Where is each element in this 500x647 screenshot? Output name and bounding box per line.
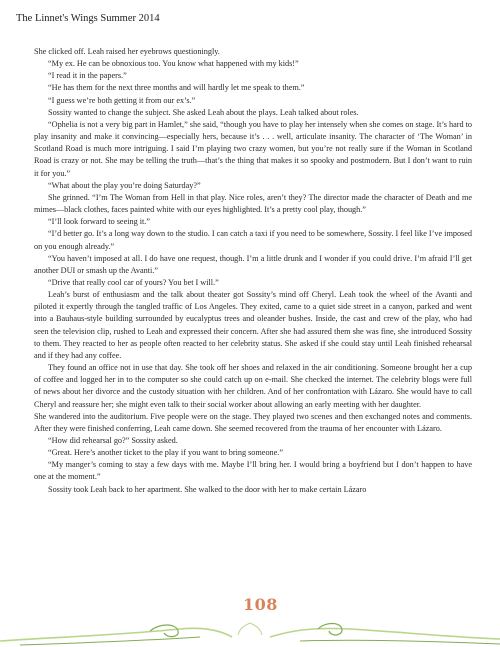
paragraph: “My ex. He can be obnoxious too. You know what happened with my kids!” <box>48 59 299 69</box>
leaf-sprig <box>238 623 262 635</box>
paragraph: “I guess we’re both getting it from our ex’s.” <box>48 95 196 105</box>
paragraph: “He has them for the next three months and will hardly let me speak to them.” <box>48 83 305 93</box>
page-number: 108 <box>243 595 278 614</box>
swirl-vine-left <box>0 628 232 641</box>
paragraph: She grinned. “I’m The Woman from Hell in that play. Nice roles, aren’t they? The director made the character of Death and me mimes—black clothes, faces painted white with our eyes highlighted. It’s a pretty cool play, though.” <box>34 192 472 215</box>
paragraph: “What about the play you’re doing Saturday?” <box>48 180 201 190</box>
paragraph: “Drive that really cool car of yours? You bet I will.” <box>48 277 219 287</box>
story-body <box>34 46 472 496</box>
paragraph: “You haven’t imposed at all. I do have one request, though. I’m a little drunk and I wonder if you could drive. I’m afraid I’ll get another DUI or smash up the Avanti.” <box>34 253 472 275</box>
paragraph: Sossity wanted to change the subject. She asked Leah about the plays. Leah talked about roles. <box>48 107 359 117</box>
paragraph: “I’d better go. It’s a long way down to the studio. I can catch a taxi if you need to be somewhere, Sossity. I feel like I’ve imposed on you enough already.” <box>34 229 472 251</box>
paragraph: “I read it in the papers.” <box>48 71 127 81</box>
paragraph: They found an office not in use that day. She took off her shoes and relaxed in the air conditioning. Someone brought her a cup of coffee and logged her in to the computer so she could catch up on e-mail. She checked the internet. The celebrity blogs were full of news about her divorce and the custody situation with her children. And of her confrontation with Lázaro. She would have to call Cheryl and reassure her; she might even talk to their social worker about allowing an early meeting with her daughter. <box>34 363 472 409</box>
running-header: The Linnet's Wings Summer 2014 <box>16 13 160 24</box>
paragraph: “My manger’s coming to stay a few days with me. Maybe I’ll bring her. I would bring a boyfriend but I don’t happen to have one at the moment.” <box>34 460 472 482</box>
paragraph: Sossity took Leah back to her apartment. She walked to the door with her to make certain Lázaro <box>48 484 367 494</box>
paragraph: “Great. Here’s another ticket to the play if you want to bring someone.” <box>48 448 283 458</box>
swirl-vine-right <box>270 628 500 639</box>
paragraph: Leah’s burst of enthusiasm and the talk about theater got Sossity’s mind off Cheryl. Leah took the wheel of the Avanti and piloted it expertly through the tangled traffic of Los Angeles. They exited, came to a quiet side street in a canyon, parked and went into a Bauhaus-style building surrounded by eucalyptus trees and oleander bushes. Inside, the cast and crew of the play, who had seen the television clip, rushed to Leah and expressed their concern. After she had assured them she was fine, she introduced Sossity to them. They reacted to her as people often reacted to her celebrity status. She asked if she could stay until Leah finished rehearsal and if they had any coffee. <box>34 290 472 360</box>
paragraph: “Ophelia is not a very big part in Hamlet,” she said, “though you have to play her intensely when she comes on stage. It’s hard to play insanity and make it convincing—especially hers, because it’s . . . well, articulate insanity. The character of ‘The Woman’ in Scotland Road is much more intriguing. I said I’m playing two crazy women, but you’re not really sure if the Woman in Scotland Road is crazy or not. She may be telling the truth—that’s the thing that makes it so spooky and postmodern. But I don’t want to ruin it for you.” <box>34 119 472 178</box>
paragraph: She clicked off. Leah raised her eyebrows questioningly. <box>34 47 220 56</box>
swirl-vine-right-lower <box>300 640 500 644</box>
paragraph: She wandered into the auditorium. Five people were on the stage. They played two scenes and then exchanged notes and comments. After they were finished conferring, Leah came down. She seemed recovered from the trauma of her encounter with Lázaro. <box>34 411 472 433</box>
paragraph: “I’ll look forward to seeing it.” <box>48 217 150 227</box>
paragraph: “How did rehearsal go?” Sossity asked. <box>48 436 178 445</box>
